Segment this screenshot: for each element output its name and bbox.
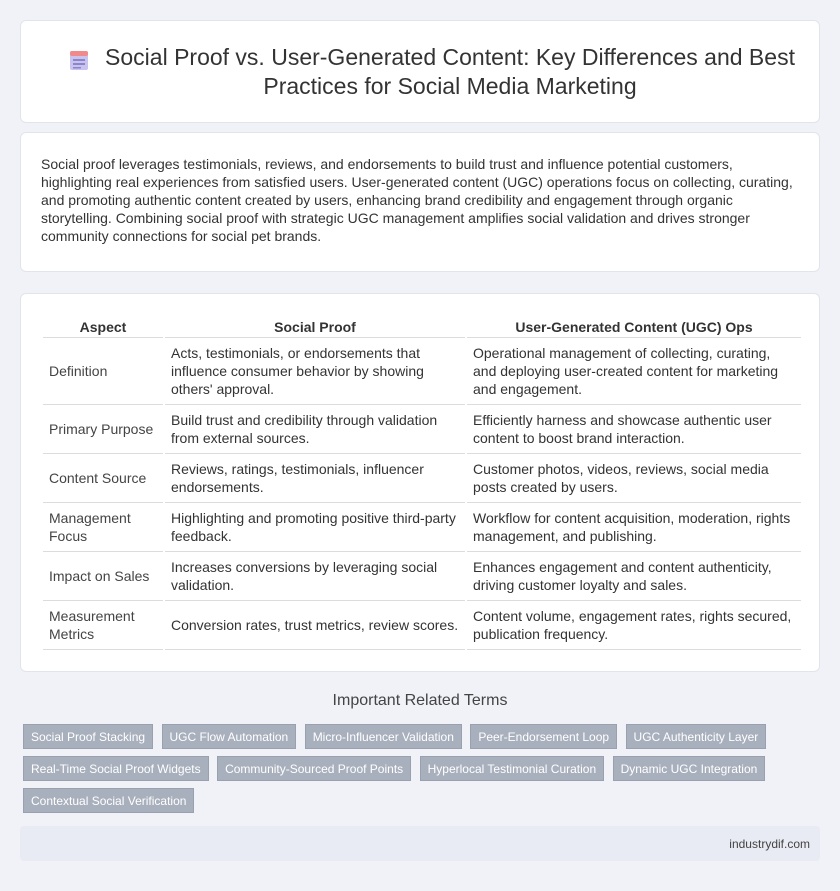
row-aspect: Measurement Metrics <box>43 601 163 650</box>
row-ugc-ops: Operational management of collecting, curating, and deploying user-created content for marketing and engagement. <box>467 338 801 405</box>
table-row <box>43 601 801 650</box>
row-aspect: Management Focus <box>43 503 163 552</box>
row-aspect: Impact on Sales <box>43 552 163 601</box>
document-icon <box>67 48 91 72</box>
header-aspect: Aspect <box>43 314 163 338</box>
tag-real-time-social-proof-widgets[interactable]: Real-Time Social Proof Widgets <box>23 756 209 781</box>
header-ugc-ops: User-Generated Content (UGC) Ops <box>467 314 801 338</box>
table-row <box>43 338 801 405</box>
row-social-proof: Acts, testimonials, or endorsements that influence consumer behavior by showing others' approval. <box>165 338 465 405</box>
tag-social-proof-stacking[interactable]: Social Proof Stacking <box>23 724 153 749</box>
tag-contextual-social-verification[interactable]: Contextual Social Verification <box>23 788 194 813</box>
row-ugc-ops: Workflow for content acquisition, moderation, rights management, and publishing. <box>467 503 801 552</box>
title-card <box>20 20 820 123</box>
tag-ugc-flow-automation[interactable]: UGC Flow Automation <box>162 724 297 749</box>
footer <box>20 826 820 861</box>
row-ugc-ops: Efficiently harness and showcase authentic user content to boost brand interaction. <box>467 405 801 454</box>
tag-ugc-authenticity-layer[interactable]: UGC Authenticity Layer <box>626 724 767 749</box>
row-aspect: Primary Purpose <box>43 405 163 454</box>
table-row <box>43 405 801 454</box>
tag-micro-influencer-validation[interactable]: Micro-Influencer Validation <box>305 724 462 749</box>
row-aspect: Definition <box>43 338 163 405</box>
row-social-proof: Conversion rates, trust metrics, review scores. <box>165 601 465 650</box>
row-social-proof: Build trust and credibility through validation from external sources. <box>165 405 465 454</box>
tag-dynamic-ugc-integration[interactable]: Dynamic UGC Integration <box>613 756 766 781</box>
footer-site-link[interactable]: industrydif.com <box>729 837 810 851</box>
row-social-proof: Reviews, ratings, testimonials, influencer endorsements. <box>165 454 465 503</box>
header-social-proof: Social Proof <box>165 314 465 338</box>
tag-hyperlocal-testimonial-curation[interactable]: Hyperlocal Testimonial Curation <box>420 756 605 781</box>
tag-community-sourced-proof-points[interactable]: Community-Sourced Proof Points <box>217 756 411 781</box>
intro-paragraph: Social proof leverages testimonials, reviews, and endorsements to build trust and influence potential customers, highlighting real experiences from satisfied users. User-generated content (UGC) operations focus on collecting, curating, and promoting authentic content created by users, enhancing brand credibility and engagement through organic storytelling. Combining social proof with strategic UGC management amplifies social validation and drives stronger community connections for social pet brands. <box>41 156 793 244</box>
row-social-proof: Increases conversions by leveraging social validation. <box>165 552 465 601</box>
table-row <box>43 552 801 601</box>
row-ugc-ops: Enhances engagement and content authenticity, driving customer loyalty and sales. <box>467 552 801 601</box>
tag-peer-endorsement-loop[interactable]: Peer-Endorsement Loop <box>470 724 617 749</box>
row-ugc-ops: Content volume, engagement rates, rights secured, publication frequency. <box>467 601 801 650</box>
row-ugc-ops: Customer photos, videos, reviews, social media posts created by users. <box>467 454 801 503</box>
row-social-proof: Highlighting and promoting positive third-party feedback. <box>165 503 465 552</box>
table-row <box>43 454 801 503</box>
row-aspect: Content Source <box>43 454 163 503</box>
table-header-row <box>43 314 801 338</box>
related-terms-tags <box>23 724 813 820</box>
intro-card <box>20 132 820 272</box>
page-title: Social Proof vs. User-Generated Content: Key Differences and Best Practices for Social Media Marketing <box>105 44 795 99</box>
comparison-table <box>41 314 803 650</box>
related-terms-heading: Important Related Terms <box>332 692 508 709</box>
table-row <box>43 503 801 552</box>
comparison-table-card <box>20 293 820 672</box>
